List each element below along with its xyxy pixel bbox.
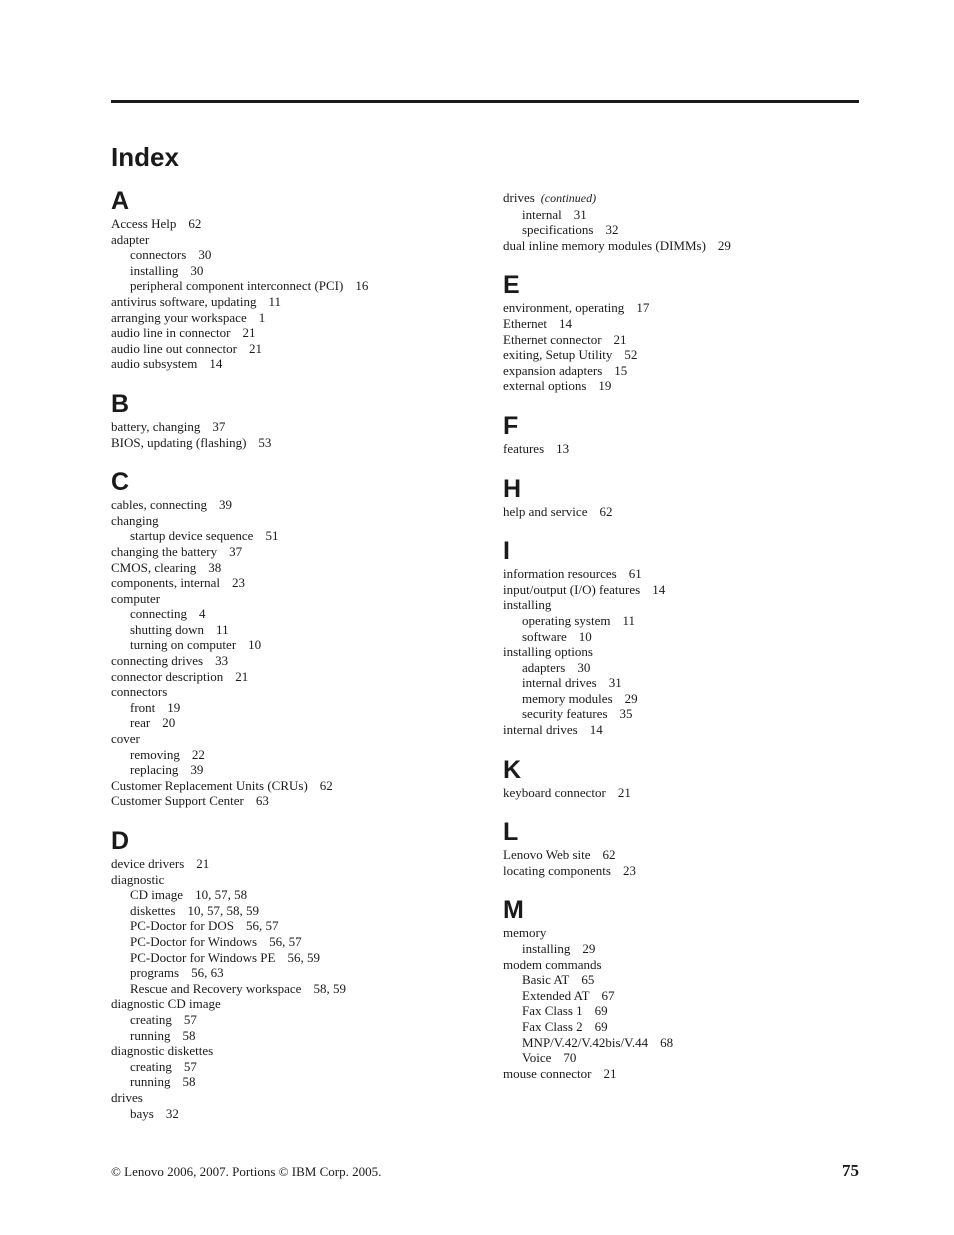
section-letter: I bbox=[503, 537, 510, 566]
index-subentry bbox=[503, 972, 873, 988]
entry-term: Lenovo Web site bbox=[503, 847, 591, 863]
entry-page-refs: 58 bbox=[182, 1074, 196, 1090]
index-subentry bbox=[111, 934, 481, 950]
index-entry bbox=[111, 497, 481, 513]
entry-term: computer bbox=[111, 590, 161, 606]
entry-page-refs: 57 bbox=[183, 1011, 197, 1027]
index-subentry bbox=[111, 1106, 481, 1122]
entry-page-refs: 14 bbox=[559, 315, 573, 331]
entry-page-refs: 51 bbox=[265, 528, 279, 544]
entry-term: expansion adapters bbox=[503, 362, 603, 378]
index-entry bbox=[111, 653, 481, 669]
section-letter: A bbox=[111, 187, 130, 215]
entry-term: PC-Doctor for Windows bbox=[130, 933, 258, 949]
entry-term: turning on computer bbox=[130, 637, 237, 653]
entry-page-refs: 10 bbox=[578, 628, 592, 644]
index-entry bbox=[111, 731, 481, 747]
entry-term: Fax Class 2 bbox=[522, 1019, 583, 1034]
entry-term: removing bbox=[130, 746, 180, 762]
section-letter: L bbox=[503, 818, 519, 847]
index-entry bbox=[111, 419, 481, 435]
entry-page-refs: 22 bbox=[191, 746, 205, 762]
entry-term: audio subsystem bbox=[111, 356, 198, 372]
entry-term: PC-Doctor for Windows PE bbox=[130, 949, 276, 965]
index-entry bbox=[111, 294, 481, 310]
continued-note: (continued) bbox=[540, 191, 597, 205]
index-entry bbox=[111, 544, 481, 560]
entry-term: running bbox=[130, 1027, 171, 1043]
entry-term: adapter bbox=[111, 231, 150, 247]
index-subentry bbox=[111, 887, 481, 903]
index-entry bbox=[111, 793, 481, 809]
section-letter: H bbox=[503, 474, 522, 503]
index-entry bbox=[503, 644, 873, 660]
index-subentry bbox=[111, 965, 481, 981]
entry-term: exiting, Setup Utility bbox=[503, 347, 613, 363]
index-entry bbox=[111, 435, 481, 451]
index-entry bbox=[111, 778, 481, 794]
entry-page-refs: 21 bbox=[235, 668, 249, 684]
entry-page-refs: 29 bbox=[717, 237, 731, 253]
entry-term: internal drives bbox=[522, 675, 597, 691]
index-entry bbox=[111, 996, 481, 1012]
entry-term: antivirus software, updating bbox=[111, 293, 257, 309]
entry-term: audio line out connector bbox=[111, 340, 237, 356]
entry-term: external options bbox=[503, 378, 587, 394]
entry-term: drives bbox=[111, 1089, 143, 1105]
index-section bbox=[503, 895, 873, 1081]
index-entry bbox=[503, 504, 873, 520]
index-entry bbox=[503, 332, 873, 348]
entry-page-refs: 56, 57 bbox=[246, 918, 279, 934]
entry-page-refs: 32 bbox=[165, 1105, 179, 1121]
index-subentry bbox=[111, 263, 481, 279]
entry-term: diagnostic bbox=[111, 871, 165, 887]
index-entry bbox=[503, 441, 873, 457]
entry-term: BIOS, updating (flashing) bbox=[111, 434, 247, 450]
index-subentry bbox=[111, 1074, 481, 1090]
entry-term: dual inline memory modules (DIMMs) bbox=[503, 237, 706, 253]
entry-term: CD image bbox=[130, 887, 184, 903]
index-entry bbox=[503, 300, 873, 316]
entry-page-refs: 56, 63 bbox=[191, 965, 224, 981]
index-entry bbox=[111, 513, 481, 529]
entry-page-refs: 21 bbox=[617, 784, 631, 800]
index-section bbox=[111, 467, 481, 809]
entry-term: programs bbox=[130, 965, 180, 981]
entry-page-refs: 21 bbox=[249, 340, 262, 356]
entry-page-refs: 33 bbox=[215, 653, 229, 669]
entry-term: help and service bbox=[503, 503, 588, 519]
entry-term: connector description bbox=[111, 668, 224, 684]
entry-term: MNP/V.42/V.42bis/V.44 bbox=[522, 1034, 649, 1050]
entry-term: creating bbox=[130, 1011, 172, 1027]
entry-page-refs: 19 bbox=[167, 699, 181, 715]
index-subentry bbox=[111, 528, 481, 544]
entry-page-refs: 15 bbox=[614, 362, 628, 378]
section-letter: B bbox=[111, 389, 130, 418]
index-subentry bbox=[111, 637, 481, 653]
entry-page-refs: 65 bbox=[581, 972, 595, 988]
index-entry bbox=[111, 216, 481, 232]
entry-term: creating bbox=[130, 1058, 172, 1074]
page-title: Index bbox=[111, 142, 179, 172]
entry-page-refs: 35 bbox=[619, 706, 633, 722]
entry-term: shutting down bbox=[130, 621, 205, 637]
index-entry bbox=[503, 238, 873, 254]
entry-page-refs: 56, 59 bbox=[287, 949, 320, 965]
index-subentry bbox=[503, 222, 873, 238]
entry-page-refs: 62 bbox=[188, 216, 202, 231]
index-subentry bbox=[111, 622, 481, 638]
index-entry bbox=[111, 872, 481, 888]
entry-term: rear bbox=[130, 715, 151, 731]
entry-page-refs: 39 bbox=[190, 762, 204, 778]
entry-page-refs: 31 bbox=[573, 206, 587, 222]
index-entry bbox=[111, 684, 481, 700]
entry-term: installing bbox=[522, 941, 571, 957]
entry-page-refs: 21 bbox=[603, 1065, 617, 1081]
entry-term: features bbox=[503, 440, 545, 456]
entry-page-refs: 11 bbox=[622, 612, 635, 628]
index-section bbox=[503, 474, 873, 520]
index-subentry bbox=[111, 278, 481, 294]
entry-term: battery, changing bbox=[111, 418, 201, 434]
index-section bbox=[503, 817, 873, 878]
index-entry bbox=[111, 1090, 481, 1106]
index-subentry bbox=[503, 675, 873, 691]
index-subentry bbox=[503, 660, 873, 676]
entry-term: modem commands bbox=[503, 956, 602, 972]
entry-term: software bbox=[522, 628, 567, 644]
index-column-right bbox=[503, 190, 873, 1098]
entry-page-refs: 19 bbox=[598, 378, 612, 394]
index-subentry bbox=[503, 988, 873, 1004]
entry-page-refs: 11 bbox=[216, 621, 229, 637]
entry-page-refs: 20 bbox=[162, 715, 176, 731]
entry-page-refs: 13 bbox=[556, 440, 570, 456]
top-rule bbox=[111, 100, 859, 103]
index-entry bbox=[503, 582, 873, 598]
entry-term: keyboard connector bbox=[503, 784, 606, 800]
index-subentry bbox=[503, 941, 873, 957]
entry-term: Ethernet bbox=[503, 315, 548, 331]
entry-term: internal drives bbox=[503, 722, 578, 738]
entry-term: PC-Doctor for DOS bbox=[130, 918, 234, 934]
entry-term: cover bbox=[111, 731, 140, 747]
index-entry bbox=[111, 560, 481, 576]
index-subentry bbox=[111, 981, 481, 997]
index-entry bbox=[503, 863, 873, 879]
index-subentry bbox=[503, 1035, 873, 1051]
entry-term: information resources bbox=[503, 566, 617, 582]
index-subentry bbox=[111, 700, 481, 716]
index-entry bbox=[111, 669, 481, 685]
entry-page-refs: 63 bbox=[255, 793, 269, 809]
entry-page-refs: 38 bbox=[208, 559, 222, 575]
entry-page-refs: 53 bbox=[258, 434, 272, 450]
section-letter: D bbox=[111, 827, 130, 855]
index-subentry bbox=[111, 950, 481, 966]
entry-term: audio line in connector bbox=[111, 325, 231, 341]
entry-page-refs: 39 bbox=[219, 497, 233, 513]
entry-page-refs: 21 bbox=[613, 331, 627, 347]
entry-term: Customer Support Center bbox=[111, 793, 244, 809]
index-subentry bbox=[503, 691, 873, 707]
index-entry bbox=[503, 347, 873, 363]
entry-term: front bbox=[130, 699, 156, 715]
entry-page-refs: 4 bbox=[199, 606, 206, 622]
entry-page-refs: 14 bbox=[652, 581, 666, 597]
index-subentry bbox=[503, 629, 873, 645]
entry-term: Basic AT bbox=[522, 972, 570, 988]
index-section bbox=[111, 186, 481, 372]
entry-term: connecting bbox=[130, 606, 188, 622]
entry-page-refs: 10, 57, 58 bbox=[195, 887, 248, 903]
index-entry bbox=[503, 925, 873, 941]
entry-term: device drivers bbox=[111, 856, 185, 871]
index-subentry bbox=[111, 1028, 481, 1044]
index-subentry bbox=[111, 918, 481, 934]
entry-term: installing bbox=[503, 597, 552, 613]
index-section bbox=[503, 536, 873, 738]
index-entry bbox=[503, 785, 873, 801]
index-entry bbox=[503, 316, 873, 332]
entry-term: installing bbox=[130, 262, 179, 278]
index-subentry bbox=[503, 1050, 873, 1066]
entry-term: connectors bbox=[111, 684, 168, 700]
entry-term: startup device sequence bbox=[130, 528, 254, 544]
index-subentry bbox=[111, 606, 481, 622]
entry-term: adapters bbox=[522, 659, 566, 675]
index-subentry bbox=[503, 1019, 873, 1035]
index-entry bbox=[503, 597, 873, 613]
index-section bbox=[503, 190, 873, 253]
index-subentry bbox=[503, 706, 873, 722]
entry-term: bays bbox=[130, 1105, 154, 1121]
entry-page-refs: 69 bbox=[594, 1003, 608, 1019]
index-subentry bbox=[111, 747, 481, 763]
entry-page-refs: 14 bbox=[589, 722, 603, 738]
entry-page-refs: 56, 57 bbox=[269, 933, 302, 949]
entry-term: diagnostic diskettes bbox=[111, 1043, 214, 1059]
index-subentry bbox=[111, 762, 481, 778]
entry-page-refs: 10, 57, 58, 59 bbox=[187, 902, 259, 918]
section-letter: C bbox=[111, 468, 130, 497]
section-letter: F bbox=[503, 411, 519, 440]
entry-term: changing bbox=[111, 512, 159, 528]
index-entry bbox=[503, 722, 873, 738]
entry-term: Ethernet connector bbox=[503, 331, 602, 347]
index-subentry bbox=[111, 903, 481, 919]
entry-term: operating system bbox=[522, 612, 611, 628]
entry-page-refs: 58 bbox=[182, 1027, 196, 1043]
entry-page-refs: 30 bbox=[190, 262, 204, 278]
index-section bbox=[503, 270, 873, 394]
entry-term: locating components bbox=[503, 862, 611, 878]
entry-page-refs: 67 bbox=[601, 987, 615, 1003]
index-entry bbox=[503, 1066, 873, 1082]
entry-page-refs: 30 bbox=[198, 247, 212, 263]
entry-page-refs: 30 bbox=[577, 659, 591, 675]
entry-term: connecting drives bbox=[111, 653, 204, 669]
section-letter: M bbox=[503, 896, 524, 925]
entry-term: specifications bbox=[522, 222, 594, 238]
index-entry bbox=[503, 190, 873, 207]
entry-term: Fax Class 1 bbox=[522, 1003, 583, 1019]
entry-term: Extended AT bbox=[522, 987, 590, 1003]
index-entry bbox=[503, 957, 873, 973]
index-entry bbox=[111, 356, 481, 372]
entry-page-refs: 14 bbox=[209, 356, 223, 372]
entry-page-refs: 29 bbox=[582, 941, 596, 957]
entry-term: mouse connector bbox=[503, 1065, 592, 1081]
entry-term: Customer Replacement Units (CRUs) bbox=[111, 777, 308, 793]
index-entry bbox=[503, 847, 873, 863]
entry-page-refs: 62 bbox=[602, 847, 616, 863]
index-subentry bbox=[503, 1003, 873, 1019]
entry-page-refs: 69 bbox=[594, 1019, 608, 1034]
index-subentry bbox=[111, 1059, 481, 1075]
entry-page-refs: 37 bbox=[229, 543, 243, 559]
entry-term: Access Help bbox=[111, 216, 177, 231]
entry-page-refs: 1 bbox=[258, 309, 266, 325]
index-entry bbox=[111, 575, 481, 591]
index-entry bbox=[111, 856, 481, 872]
index-entry bbox=[503, 566, 873, 582]
entry-term: running bbox=[130, 1074, 171, 1090]
index-entry bbox=[111, 310, 481, 326]
entry-term: input/output (I/O) features bbox=[503, 581, 641, 597]
index-section bbox=[503, 755, 873, 801]
entry-page-refs: 16 bbox=[355, 278, 369, 294]
index-entry bbox=[111, 325, 481, 341]
entry-page-refs: 21 bbox=[242, 325, 256, 341]
entry-term: internal bbox=[522, 206, 562, 222]
entry-term: memory modules bbox=[522, 690, 613, 706]
entry-page-refs: 17 bbox=[636, 300, 650, 316]
entry-term: installing options bbox=[503, 644, 593, 660]
index-subentry bbox=[111, 247, 481, 263]
index-column-left bbox=[111, 186, 481, 1138]
entry-term: cables, connecting bbox=[111, 497, 208, 513]
entry-page-refs: 21 bbox=[196, 856, 210, 871]
index-subentry bbox=[503, 207, 873, 223]
index-entry bbox=[111, 591, 481, 607]
index-subentry bbox=[111, 715, 481, 731]
index-entry bbox=[111, 232, 481, 248]
section-letter: E bbox=[503, 271, 520, 300]
entry-term: drives bbox=[503, 190, 535, 205]
entry-page-refs: 32 bbox=[605, 222, 619, 238]
entry-term: Rescue and Recovery workspace bbox=[130, 980, 302, 996]
entry-page-refs: 23 bbox=[232, 575, 246, 591]
index-subentry bbox=[111, 1012, 481, 1028]
index-section bbox=[111, 826, 481, 1121]
entry-term: changing the battery bbox=[111, 543, 218, 559]
entry-page-refs: 29 bbox=[624, 690, 638, 706]
entry-page-refs: 10 bbox=[248, 637, 262, 653]
entry-term: components, internal bbox=[111, 575, 221, 591]
entry-page-refs: 58, 59 bbox=[313, 980, 346, 996]
entry-term: CMOS, clearing bbox=[111, 559, 197, 575]
index-entry bbox=[503, 363, 873, 379]
entry-term: diagnostic CD image bbox=[111, 996, 221, 1012]
page-number: 75 bbox=[842, 1161, 859, 1180]
entry-term: connectors bbox=[130, 247, 187, 263]
index-entry bbox=[111, 1043, 481, 1059]
index-subentry bbox=[503, 613, 873, 629]
index-section bbox=[111, 389, 481, 450]
entry-term: replacing bbox=[130, 762, 179, 778]
entry-term: environment, operating bbox=[503, 300, 625, 316]
entry-page-refs: 68 bbox=[660, 1034, 674, 1050]
entry-page-refs: 11 bbox=[268, 293, 282, 309]
entry-page-refs: 62 bbox=[319, 777, 333, 793]
entry-term: Voice bbox=[522, 1050, 552, 1066]
entry-term: peripheral component interconnect (PCI) bbox=[130, 278, 344, 294]
entry-page-refs: 31 bbox=[608, 675, 622, 691]
entry-page-refs: 23 bbox=[622, 862, 636, 878]
index-entry bbox=[503, 378, 873, 394]
entry-page-refs: 37 bbox=[212, 418, 226, 434]
entry-term: arranging your workspace bbox=[111, 309, 247, 325]
entry-page-refs: 57 bbox=[183, 1058, 197, 1074]
entry-page-refs: 62 bbox=[599, 503, 613, 519]
entry-page-refs: 70 bbox=[563, 1050, 577, 1066]
entry-term: diskettes bbox=[130, 902, 176, 918]
entry-page-refs: 61 bbox=[628, 566, 642, 582]
index-section bbox=[503, 411, 873, 457]
entry-term: memory bbox=[503, 925, 547, 941]
section-letter: K bbox=[503, 755, 522, 784]
index-entry bbox=[111, 341, 481, 357]
entry-page-refs: 52 bbox=[624, 347, 638, 363]
copyright-footer: © Lenovo 2006, 2007. Portions © IBM Corp. 2005. bbox=[111, 1164, 382, 1179]
entry-term: security features bbox=[522, 706, 608, 722]
